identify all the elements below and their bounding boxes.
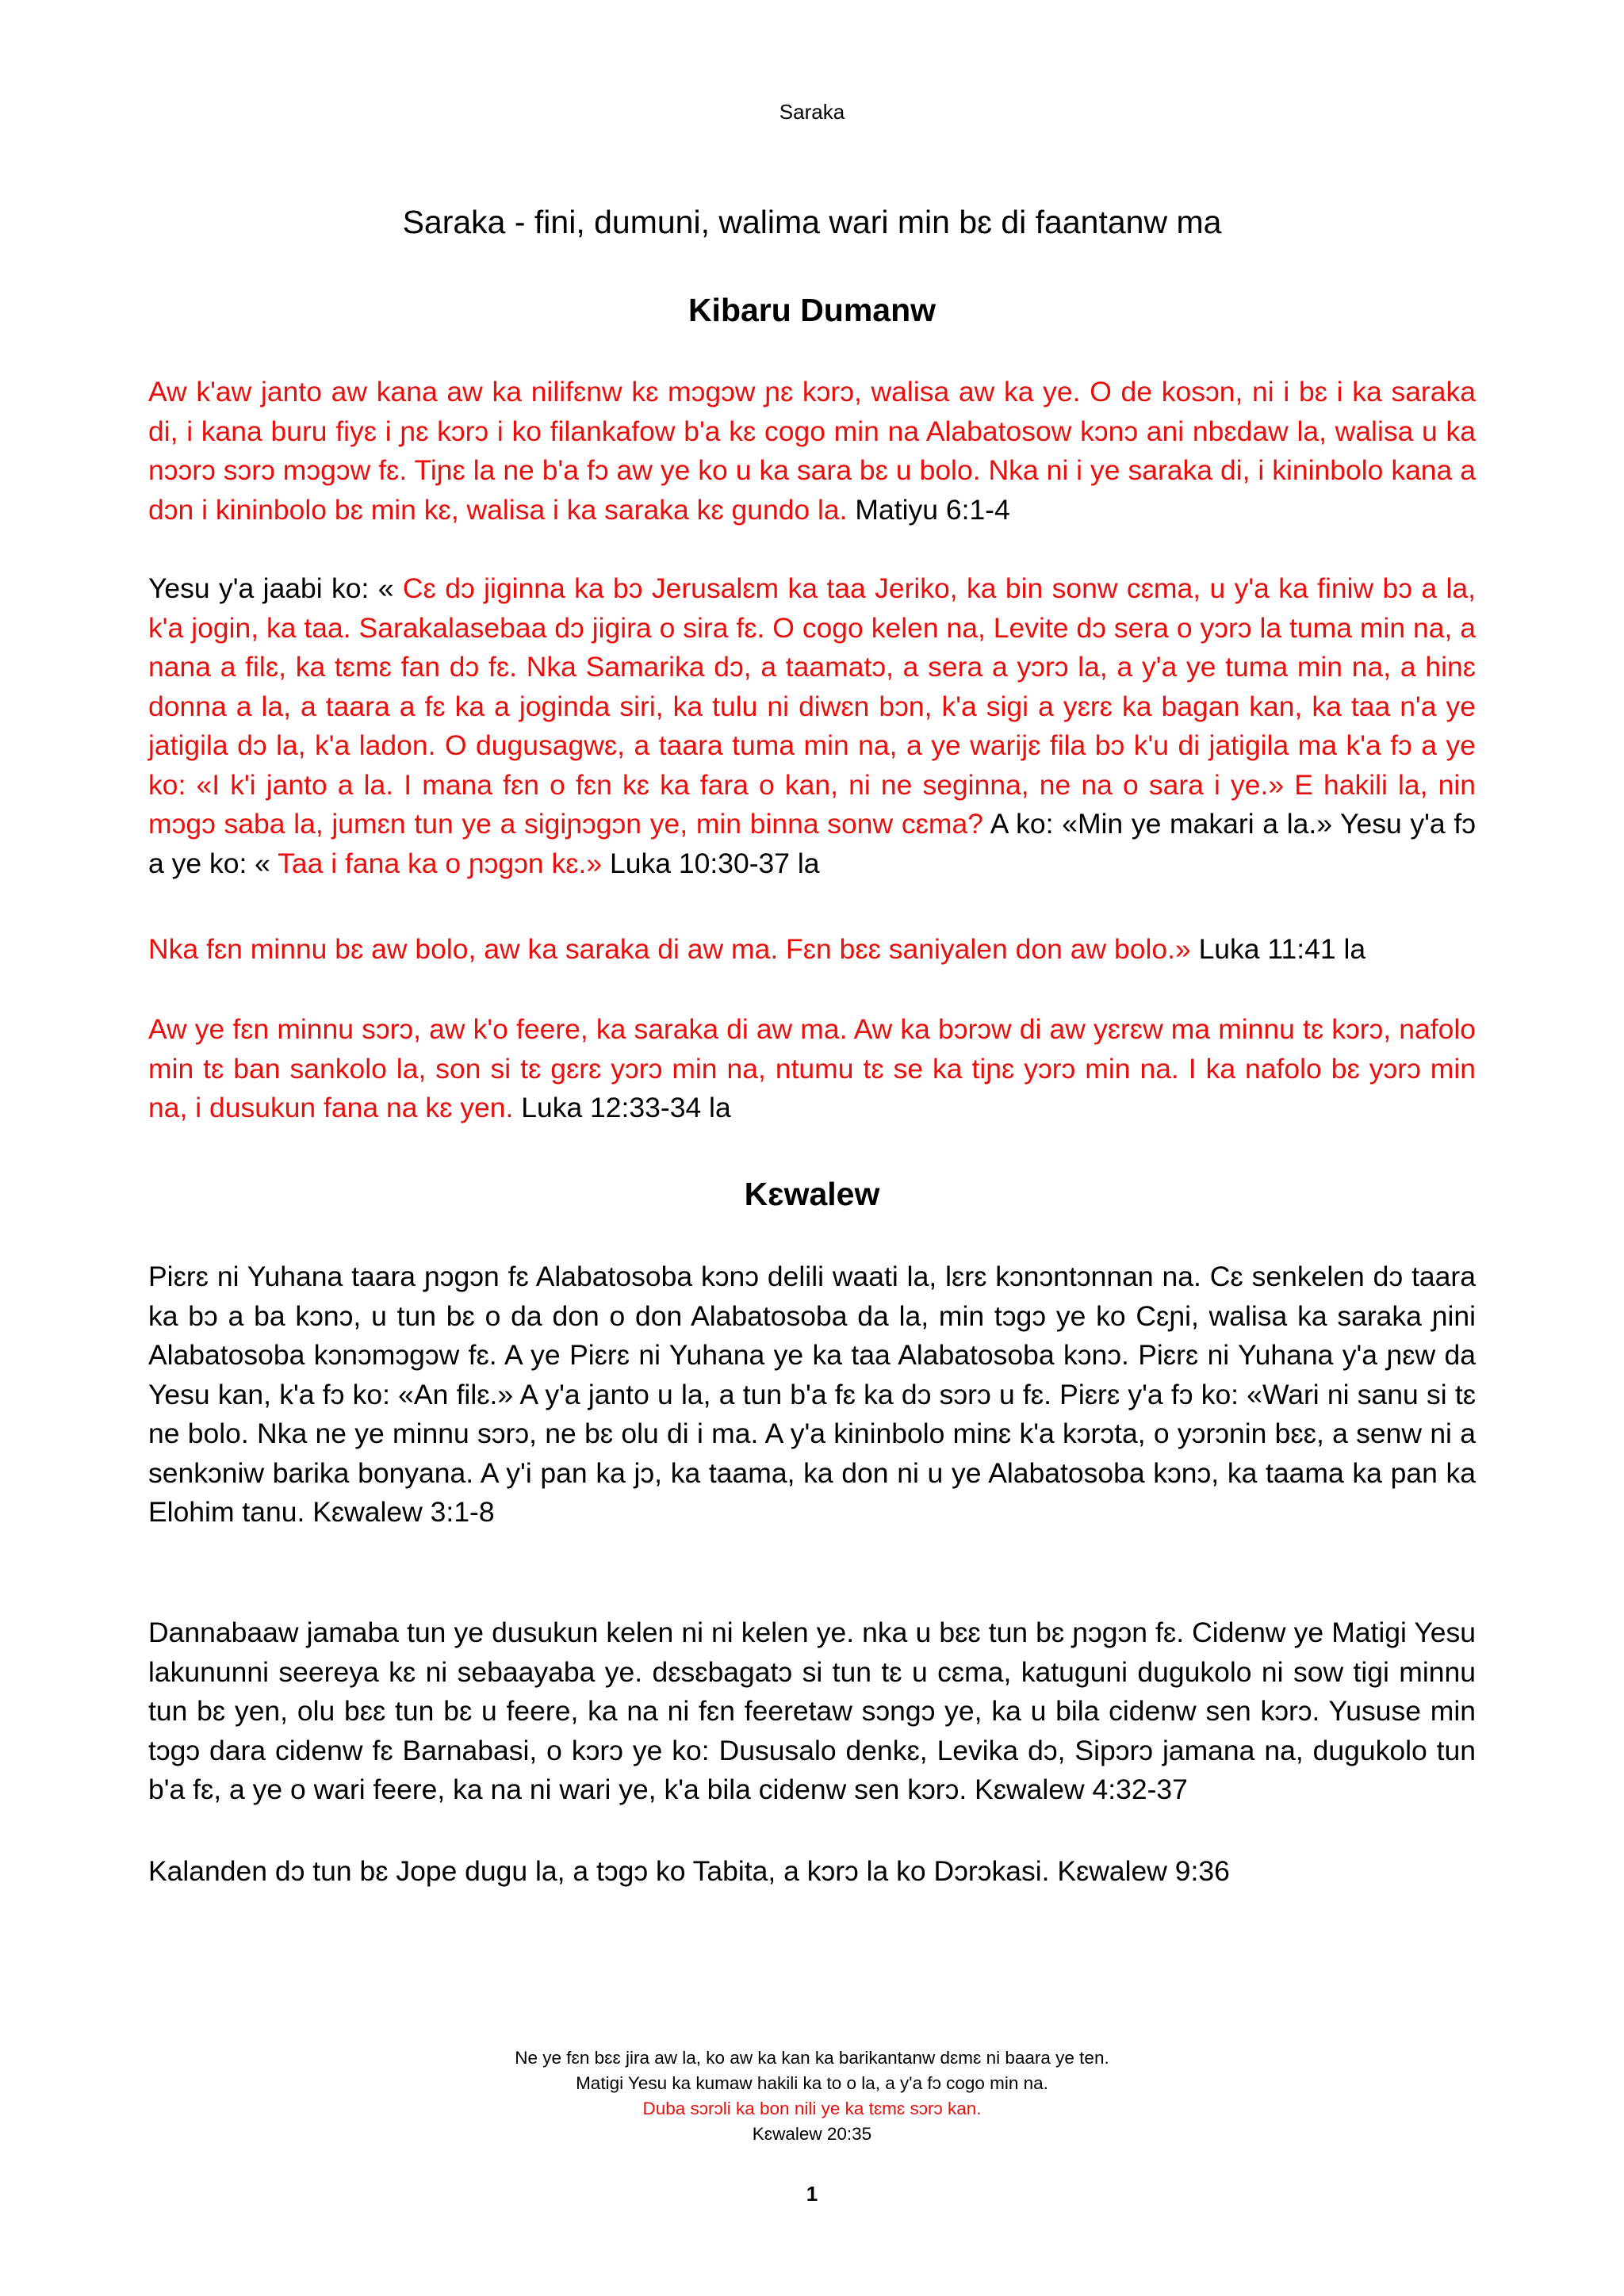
page-number: 1 <box>806 2182 818 2206</box>
document-title: Saraka - fini, dumuni, walima wari min bɛ di faantanw ma <box>402 204 1222 240</box>
paragraph-matiyu <box>148 373 1476 530</box>
section-heading-kibaru-dumanw: Kibaru Dumanw <box>688 292 936 328</box>
footer-line-highlight: Duba sɔrɔli ka bon nili ye ka tɛmɛ sɔrɔ kan. <box>642 2099 982 2118</box>
footer-quote <box>0 2045 1624 2147</box>
verse-reference: Luka 10:30-37 la <box>602 847 820 879</box>
quote-text: Aw k'aw janto aw kana aw ka nilifɛnw kɛ mɔgɔw ɲɛ kɔrɔ, walisa aw ka ye. O de kosɔn, ni i bɛ i ka saraka di, i kana buru fiyɛ i ɲɛ kɔrɔ i ko filankafow b'a kɛ cogo min na Alabatosow kɔnɔ ani nbɛdaw la, walisa u ka nɔɔrɔ sɔrɔ mɔgɔw fɛ. Tiɲɛ la ne b'a fɔ aw ye ko u ka sara bɛ u bolo. Nka ni i ye saraka di, i kininbolo kana a dɔn i kininbolo bɛ min kɛ, walisa i ka saraka kɛ gundo la. <box>148 376 1476 526</box>
paragraph-kewalew-9: Kalanden dɔ tun bɛ Jope dugu la, a tɔgɔ ko Tabita, a kɔrɔ la ko Dɔrɔkasi. Kɛwalew 9:36 <box>148 1855 1230 1887</box>
quote-text: Aw ye fɛn minnu sɔrɔ, aw k'o feere, ka saraka di aw ma. Aw ka bɔrɔw di aw yɛrɛw ma minnu tɛ kɔrɔ, nafolo min tɛ ban sankolo la, son si tɛ gɛrɛ yɔrɔ min na, ntumu tɛ se ka tiɲɛ yɔrɔ min na. I ka nafolo bɛ yɔrɔ min na, i dusukun fana na kɛ yen. <box>148 1013 1476 1123</box>
paragraph-luka-12 <box>148 1010 1476 1128</box>
quote-text: Cɛ dɔ jiginna ka bɔ Jerusalɛm ka taa Jeriko, ka bin sonw cɛma, u y'a ka finiw bɔ a la, k'a jogin, ka taa. Sarakalasebaa dɔ jigira o sira fɛ. O cogo kelen na, Levite dɔ sera o yɔrɔ la tuma min na, a nana a filɛ, ka tɛmɛ fan dɔ fɛ. Nka Samarika dɔ, a taamatɔ, a sera a yɔrɔ la, a y'a ye tuma min na, a hinɛ donna a la, a taara a fɛ ka a joginda siri, ka tulu ni diwɛn bɔn, k'a sigi a yɛrɛ ka bagan kan, ka taa n'a ye jatigila dɔ la, k'a ladon. O dugusagwɛ, a taara tuma min na, a ye warijɛ fila bɔ k'u di jatigila ma k'a fɔ a ye ko: «I k'i janto a la. I mana fɛn o fɛn kɛ ka fara o kan, ni ne seginna, ne na o sara i ye.» E hakili la, nin mɔgɔ saba la, jumɛn tun ye a sigiɲɔgɔn ye, min binna sonw cɛma? <box>148 572 1476 840</box>
dialogue-text: A ko: «Min ye makari a la.» Yesu y'a fɔ a ye ko: « <box>148 808 1476 879</box>
verse-reference: Matiyu 6:1-4 <box>847 493 1010 526</box>
intro-text: Yesu y'a jaabi ko: « <box>148 572 403 604</box>
verse-reference: Luka 11:41 la <box>1190 933 1366 965</box>
running-header: Saraka <box>779 100 845 124</box>
quote-text: Taa i fana ka o ɲɔgɔn kɛ.» <box>278 847 603 879</box>
paragraph-luka-10 <box>148 569 1476 883</box>
paragraph-luka-11 <box>148 930 1476 970</box>
quote-text: Nka fɛn minnu bɛ aw bolo, aw ka saraka di aw ma. Fɛn bɛɛ saniyalen don aw bolo.» <box>148 933 1191 965</box>
section-heading-kewalew: Kɛwalew <box>744 1176 880 1212</box>
paragraph-kewalew-4: Dannabaaw jamaba tun ye dusukun kelen ni ni kelen ye. nka u bɛɛ tun bɛ ɲɔgɔn fɛ. Cidenw ye Matigi Yesu lakununni seereya kɛ ni sebaayaba ye. dɛsɛbagatɔ si tun tɛ u cɛma, katuguni dugukolo ni sow tigi minnu tun bɛ yen, olu bɛɛ tun bɛ u feere, ka na ni fɛn feeretaw sɔngɔ ye, ka u bila cidenw sen kɔrɔ. Yususe min tɔgɔ dara cidenw fɛ Barnabasi, o kɔrɔ ye ko: Dususalo denkɛ, Levika dɔ, Sipɔrɔ jamana na, dugukolo tun b'a fɛ, a ye o wari feere, ka na ni wari ye, k'a bila cidenw sen kɔrɔ. Kɛwalew 4:32-37 <box>148 1617 1476 1805</box>
footer-reference: Kɛwalew 20:35 <box>752 2124 872 2144</box>
footer-line: Ne ye fɛn bɛɛ jira aw la, ko aw ka kan ka barikantanw dɛmɛ ni baara ye ten. <box>515 2048 1109 2068</box>
verse-reference: Luka 12:33-34 la <box>513 1092 731 1123</box>
footer-line: Matigi Yesu ka kumaw hakili ka to o la, a y'a fɔ cogo min na. <box>576 2073 1048 2093</box>
paragraph-kewalew-3: Piɛrɛ ni Yuhana taara ɲɔgɔn fɛ Alabatosoba kɔnɔ delili waati la, lɛrɛ kɔnɔntɔnnan na. Cɛ senkelen dɔ taara ka bɔ a ba kɔnɔ, u tun bɛ o da don o don Alabatosoba da la, min tɔgɔ ye ko Cɛɲi, walisa ka saraka ɲini Alabatosoba kɔnɔmɔgɔw fɛ. A ye Piɛrɛ ni Yuhana ye ka taa Alabatosoba kɔnɔ. Piɛrɛ ni Yuhana y'a ɲɛw da Yesu kan, k'a fɔ ko: «An filɛ.» A y'a janto u la, a tun b'a fɛ ka dɔ sɔrɔ u fɛ. Piɛrɛ y'a fɔ ko: «Wari ni sanu si tɛ ne bolo. Nka ne ye minnu sɔrɔ, ne bɛ olu di i ma. A y'a kininbolo minɛ k'a kɔrɔta, o yɔrɔnin bɛɛ, a senw ni a senkɔniw barika bonyana. A y'i pan ka jɔ, ka taama, ka don ni u ye Alabatosoba kɔnɔ, ka taama ka pan ka Elohim tanu. Kɛwalew 3:1-8 <box>148 1261 1476 1528</box>
